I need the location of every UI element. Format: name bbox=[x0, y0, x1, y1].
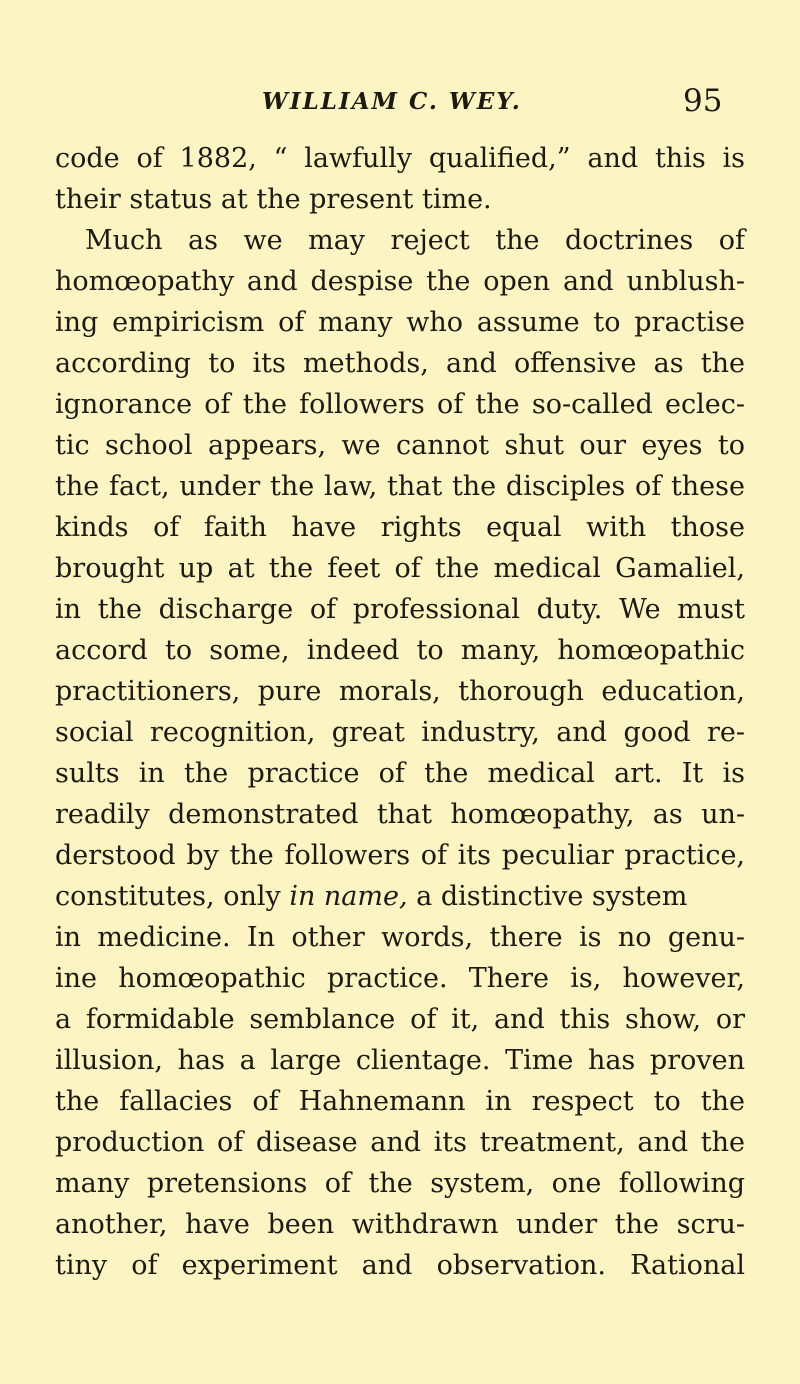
text-line: illusion, has a large clientage. Time has proven bbox=[55, 1045, 745, 1076]
text-line: homœopathy and despise the open and unblush- bbox=[55, 266, 745, 297]
text-line: tiny of experiment and observation. Rational bbox=[55, 1250, 745, 1281]
text-segment: constitutes, only bbox=[55, 881, 290, 912]
running-head: WILLIAM C. WEY. bbox=[262, 88, 522, 115]
page-number: 95 bbox=[683, 83, 723, 119]
text-line-mixed bbox=[55, 876, 745, 917]
text-line: brought up at the feet of the medical Gamaliel, bbox=[55, 553, 745, 584]
text-line: tic school appears, we cannot shut our eyes to bbox=[55, 430, 745, 461]
text-line: according to its methods, and offensive as the bbox=[55, 348, 745, 379]
text-line: code of 1882, “ lawfully qualified,” and this is bbox=[55, 143, 745, 174]
text-line: derstood by the followers of its peculiar practice, bbox=[55, 840, 745, 871]
text-line: in the discharge of professional duty. We must bbox=[55, 594, 745, 625]
text-line: ing empiricism of many who assume to practise bbox=[55, 307, 745, 338]
text-segment: a distinctive system bbox=[407, 881, 688, 912]
text-line: accord to some, indeed to many, homœopathic bbox=[55, 635, 745, 666]
text-line: production of disease and its treatment, and the bbox=[55, 1127, 745, 1158]
text-line: social recognition, great industry, and good re- bbox=[55, 717, 745, 748]
body-text bbox=[55, 138, 745, 1286]
text-line: ine homœopathic practice. There is, however, bbox=[55, 963, 745, 994]
text-line: practitioners, pure morals, thorough education, bbox=[55, 676, 745, 707]
text-line: kinds of faith have rights equal with those bbox=[55, 512, 745, 543]
text-line: ignorance of the followers of the so-called eclec- bbox=[55, 389, 745, 420]
text-line: readily demonstrated that homœopathy, as un- bbox=[55, 799, 745, 830]
text-line: sults in the practice of the medical art. It is bbox=[55, 758, 745, 789]
text-line: many pretensions of the system, one following bbox=[55, 1168, 745, 1199]
italic-phrase: in name, bbox=[289, 881, 408, 912]
text-line: a formidable semblance of it, and this show, or bbox=[55, 1004, 745, 1035]
text-line: Much as we may reject the doctrines of bbox=[85, 225, 745, 256]
text-line: the fallacies of Hahnemann in respect to the bbox=[55, 1086, 745, 1117]
text-line: the fact, under the law, that the disciples of these bbox=[55, 471, 745, 502]
text-line: another, have been withdrawn under the scru- bbox=[55, 1209, 745, 1240]
text-line: their status at the present time. bbox=[55, 184, 492, 215]
text-line: in medicine. In other words, there is no genu- bbox=[55, 922, 745, 953]
